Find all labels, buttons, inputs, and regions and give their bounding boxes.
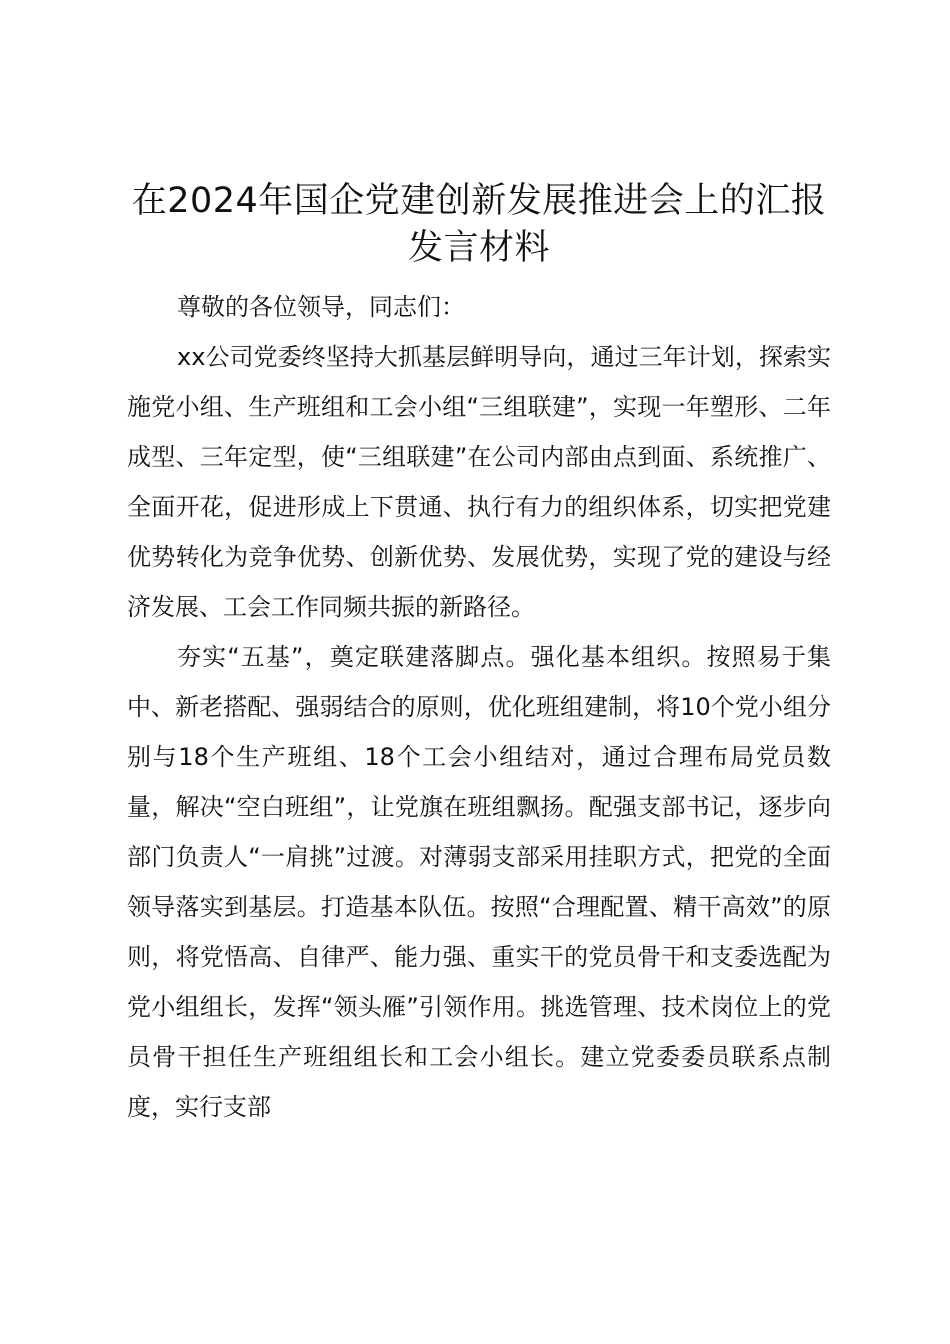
document-page <box>127 178 831 1132</box>
paragraph-five-foundations: 夯实“五基”，奠定联建落脚点。强化基本组织。按照易于集中、新老搭配、强弱结合的原则，优化班组建制，将10个党小组分别与18个生产班组、18个工会小组结对，通过合理布局党员数量，解决“空白班组”，让党旗在班组飘扬。配强支部书记，逐步向部门负责人“一肩挑”过渡。对薄弱支部采用挂职方式，把党的全面领导落实到基层。打造基本队伍。按照“合理配置、精干高效”的原则，将党悟高、自律严、能力强、重实干的党员骨干和支委选配为党小组组长，发挥“领头雁”引领作用。挑选管理、技术岗位上的党员骨干担任生产班组组长和工会小组长。建立党委委员联系点制度，实行支部 <box>127 643 831 1121</box>
title-line-1: 在2024年国企党建创新发展推进会上的汇报 <box>131 181 827 221</box>
title-line-2: 发言材料 <box>407 228 550 268</box>
paragraph-intro: xx公司党委终坚持大抓基层鲜明导向，通过三年计划，探索实施党小组、生产班组和工会小组“三组联建”，实现一年塑形、二年成型、三年定型，使“三组联建”在公司内部由点到面、系统推广、全面开花，促进形成上下贯通、执行有力的组织体系，切实把党建优势转化为竞争优势、创新优势、发展优势，实现了党的建设与经济发展、工会工作同频共振的新路径。 <box>127 343 831 621</box>
document-title <box>127 178 831 272</box>
salutation: 尊敬的各位领导，同志们： <box>177 293 465 321</box>
